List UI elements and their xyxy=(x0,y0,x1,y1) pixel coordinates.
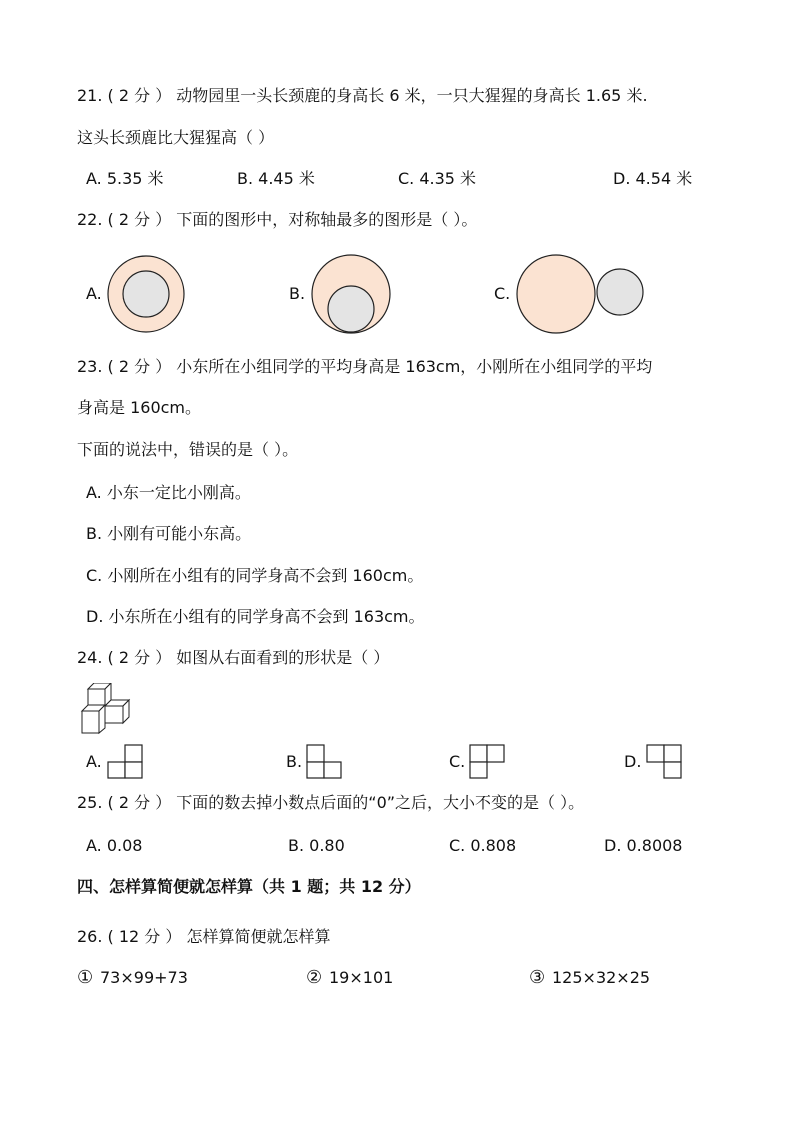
q22-figure-c xyxy=(515,251,647,337)
q26-item-2: 19×101 xyxy=(329,968,394,987)
q26-mark-2: ② xyxy=(306,967,323,988)
q24-cube-figure xyxy=(74,683,132,735)
q23-option-c: C. 小刚所在小组有的同学身高不会到 160cm。 xyxy=(86,566,424,585)
q22-option-b-label: B. xyxy=(289,284,306,303)
q25-option-d: D. 0.8008 xyxy=(604,836,683,855)
q24-option-b-label: B. xyxy=(286,752,303,771)
q25-stem: 25. ( 2 分 ） 下面的数去掉小数点后面的“0”之后，大小不变的是（ ）。 xyxy=(77,793,585,812)
q23-option-b: B. 小刚有可能小东高。 xyxy=(86,524,252,543)
q23-option-a: A. 小东一定比小刚高。 xyxy=(86,483,251,502)
q25-option-b: B. 0.80 xyxy=(288,836,345,855)
q22-option-c-label: C. xyxy=(494,284,511,303)
q22-stem: 22. ( 2 分 ） 下面的图形中，对称轴最多的图形是（ ）。 xyxy=(77,210,478,229)
q26-mark-3: ③ xyxy=(529,967,546,988)
q26-mark-1: ① xyxy=(77,967,94,988)
q24-option-a-label: A. xyxy=(86,752,102,771)
q24-option-d-label: D. xyxy=(624,752,642,771)
q22-figure-a xyxy=(104,252,188,336)
q23-stem-line3: 下面的说法中，错误的是（ ）。 xyxy=(77,440,299,459)
q21-option-d: D. 4.54 米 xyxy=(613,169,693,188)
q25-option-c: C. 0.808 xyxy=(449,836,517,855)
q21-stem-line2: 这头长颈鹿比大猩猩高（ ） xyxy=(77,128,275,147)
q21-stem-line1: 21. ( 2 分 ） 动物园里一头长颈鹿的身高长 6 米，一只大猩猩的身高长 1.65 米. xyxy=(77,86,648,105)
q24-figure-d xyxy=(646,744,684,780)
section-4-title: 四、怎样算简便就怎样算（共 1 题；共 12 分） xyxy=(77,877,421,896)
q22-option-a-label: A. xyxy=(86,284,102,303)
q24-figure-b xyxy=(306,744,344,780)
q24-figure-a xyxy=(107,744,145,780)
q21-option-c: C. 4.35 米 xyxy=(398,169,477,188)
q23-stem-line1: 23. ( 2 分 ） 小东所在小组同学的平均身高是 163cm，小刚所在小组同学的平均 xyxy=(77,357,653,376)
q22-figure-b xyxy=(308,251,394,337)
q24-stem: 24. ( 2 分 ） 如图从右面看到的形状是（ ） xyxy=(77,648,390,667)
q21-option-a: A. 5.35 米 xyxy=(86,169,164,188)
q26-item-1: 73×99+73 xyxy=(100,968,188,987)
q24-option-c-label: C. xyxy=(449,752,466,771)
q21-option-b: B. 4.45 米 xyxy=(237,169,315,188)
q25-option-a: A. 0.08 xyxy=(86,836,143,855)
q26-item-3: 125×32×25 xyxy=(552,968,651,987)
q24-figure-c xyxy=(469,744,507,780)
q26-stem: 26. ( 12 分 ） 怎样算简便就怎样算 xyxy=(77,927,331,946)
q23-stem-line2: 身高是 160cm。 xyxy=(77,398,202,417)
q23-option-d: D. 小东所在小组有的同学身高不会到 163cm。 xyxy=(86,607,425,626)
